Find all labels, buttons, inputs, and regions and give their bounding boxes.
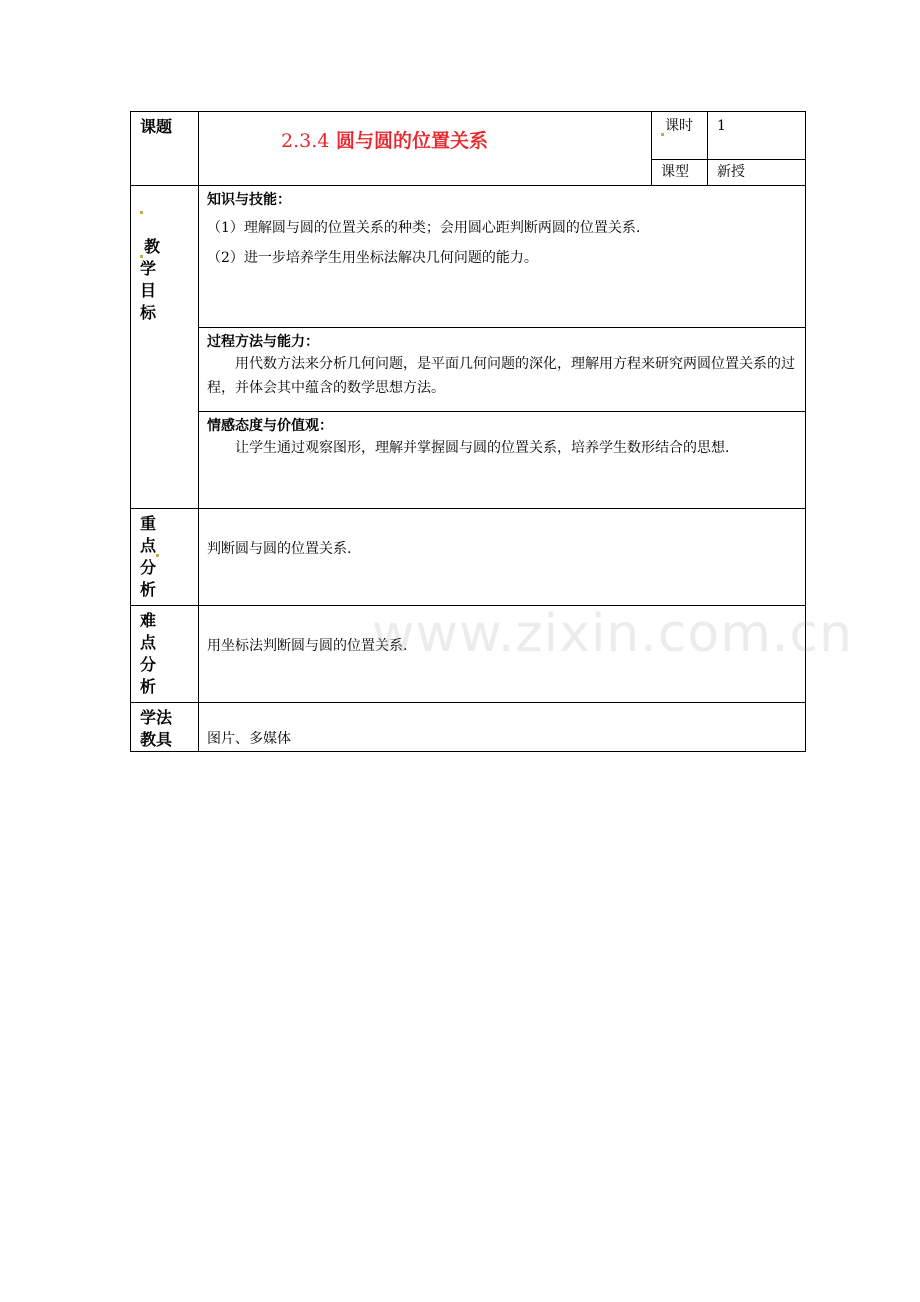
tools-row — [131, 703, 806, 752]
watermark-text: www.zixin.com.cn — [372, 604, 853, 664]
type-label-cell — [652, 160, 708, 186]
mark-dot — [156, 554, 159, 557]
objectives-label-char: 目 — [140, 281, 157, 300]
knowledge-heading: 知识与技能： — [207, 192, 291, 208]
type-label: 课型 — [661, 164, 689, 180]
difficult-points-row — [131, 606, 806, 703]
process-row — [131, 328, 806, 412]
difficult-points-label-cell — [131, 606, 199, 703]
key-points-label-char: 重 — [140, 514, 157, 533]
mark-dot — [661, 133, 664, 136]
key-points-label-char: 点 — [140, 536, 157, 555]
knowledge-cell — [199, 186, 806, 328]
type-value: 新授 — [717, 164, 745, 180]
key-points-label-char: 析 — [140, 580, 157, 599]
emotion-heading: 情感态度与价值观： — [207, 418, 333, 434]
lesson-title — [281, 126, 488, 153]
process-heading: 过程方法与能力： — [207, 334, 319, 350]
difficult-points-cell — [199, 606, 806, 703]
mark-dot — [140, 211, 143, 214]
topic-label: 课题 — [140, 117, 173, 136]
period-value: 1 — [717, 118, 726, 134]
process-cell — [199, 328, 806, 412]
lesson-title-text: 圆与圆的位置关系 — [335, 130, 488, 152]
key-points-text: 判断圆与圆的位置关系. — [207, 541, 352, 557]
difficult-points-text: 用坐标法判断圆与圆的位置关系. — [207, 638, 408, 654]
emotion-cell — [199, 412, 806, 509]
difficult-points-label-char: 难 — [140, 611, 157, 630]
title-row — [131, 112, 806, 160]
lesson-number: 2.3.4 — [281, 130, 330, 152]
tools-label-cell — [131, 703, 199, 752]
emotion-row — [131, 412, 806, 509]
key-points-cell — [199, 509, 806, 606]
type-value-cell — [708, 160, 806, 186]
knowledge-item-2: （2）进一步培养学生用坐标法解决几何问题的能力。 — [207, 250, 538, 266]
knowledge-item-1: （1）理解圆与圆的位置关系的种类；会用圆心距判断两圆的位置关系. — [207, 220, 641, 236]
knowledge-row — [131, 186, 806, 328]
lesson-plan-table — [130, 111, 806, 752]
tools-text: 图片、多媒体 — [207, 731, 291, 747]
lesson-title-cell — [199, 112, 652, 186]
difficult-points-label-char: 析 — [140, 677, 157, 696]
topic-label-cell — [131, 112, 199, 186]
tools-label-line: 教具 — [140, 730, 173, 749]
difficult-points-label-char: 分 — [140, 655, 157, 674]
tools-cell — [199, 703, 806, 752]
period-label-cell — [652, 112, 708, 160]
period-label: 课时 — [665, 118, 693, 134]
process-text: 用代数方法来分析几何问题，是平面几何问题的深化，理解用方程来研究两圆位置关系的过程，并体会其中蕴含的数学思想方法。 — [207, 356, 795, 396]
objectives-label-char: 标 — [140, 303, 157, 322]
key-points-label-cell — [131, 509, 199, 606]
period-value-cell — [708, 112, 806, 160]
emotion-text: 让学生通过观察图形，理解并掌握圆与圆的位置关系，培养学生数形结合的思想. — [235, 440, 730, 456]
objectives-label-cell — [131, 186, 199, 509]
key-points-row — [131, 509, 806, 606]
difficult-points-label-char: 点 — [140, 633, 157, 652]
objectives-label-char: 教 — [144, 237, 161, 256]
objectives-label-char: 学 — [140, 259, 157, 278]
key-points-label-char: 分 — [140, 558, 157, 577]
tools-label-line: 学法 — [140, 708, 173, 727]
